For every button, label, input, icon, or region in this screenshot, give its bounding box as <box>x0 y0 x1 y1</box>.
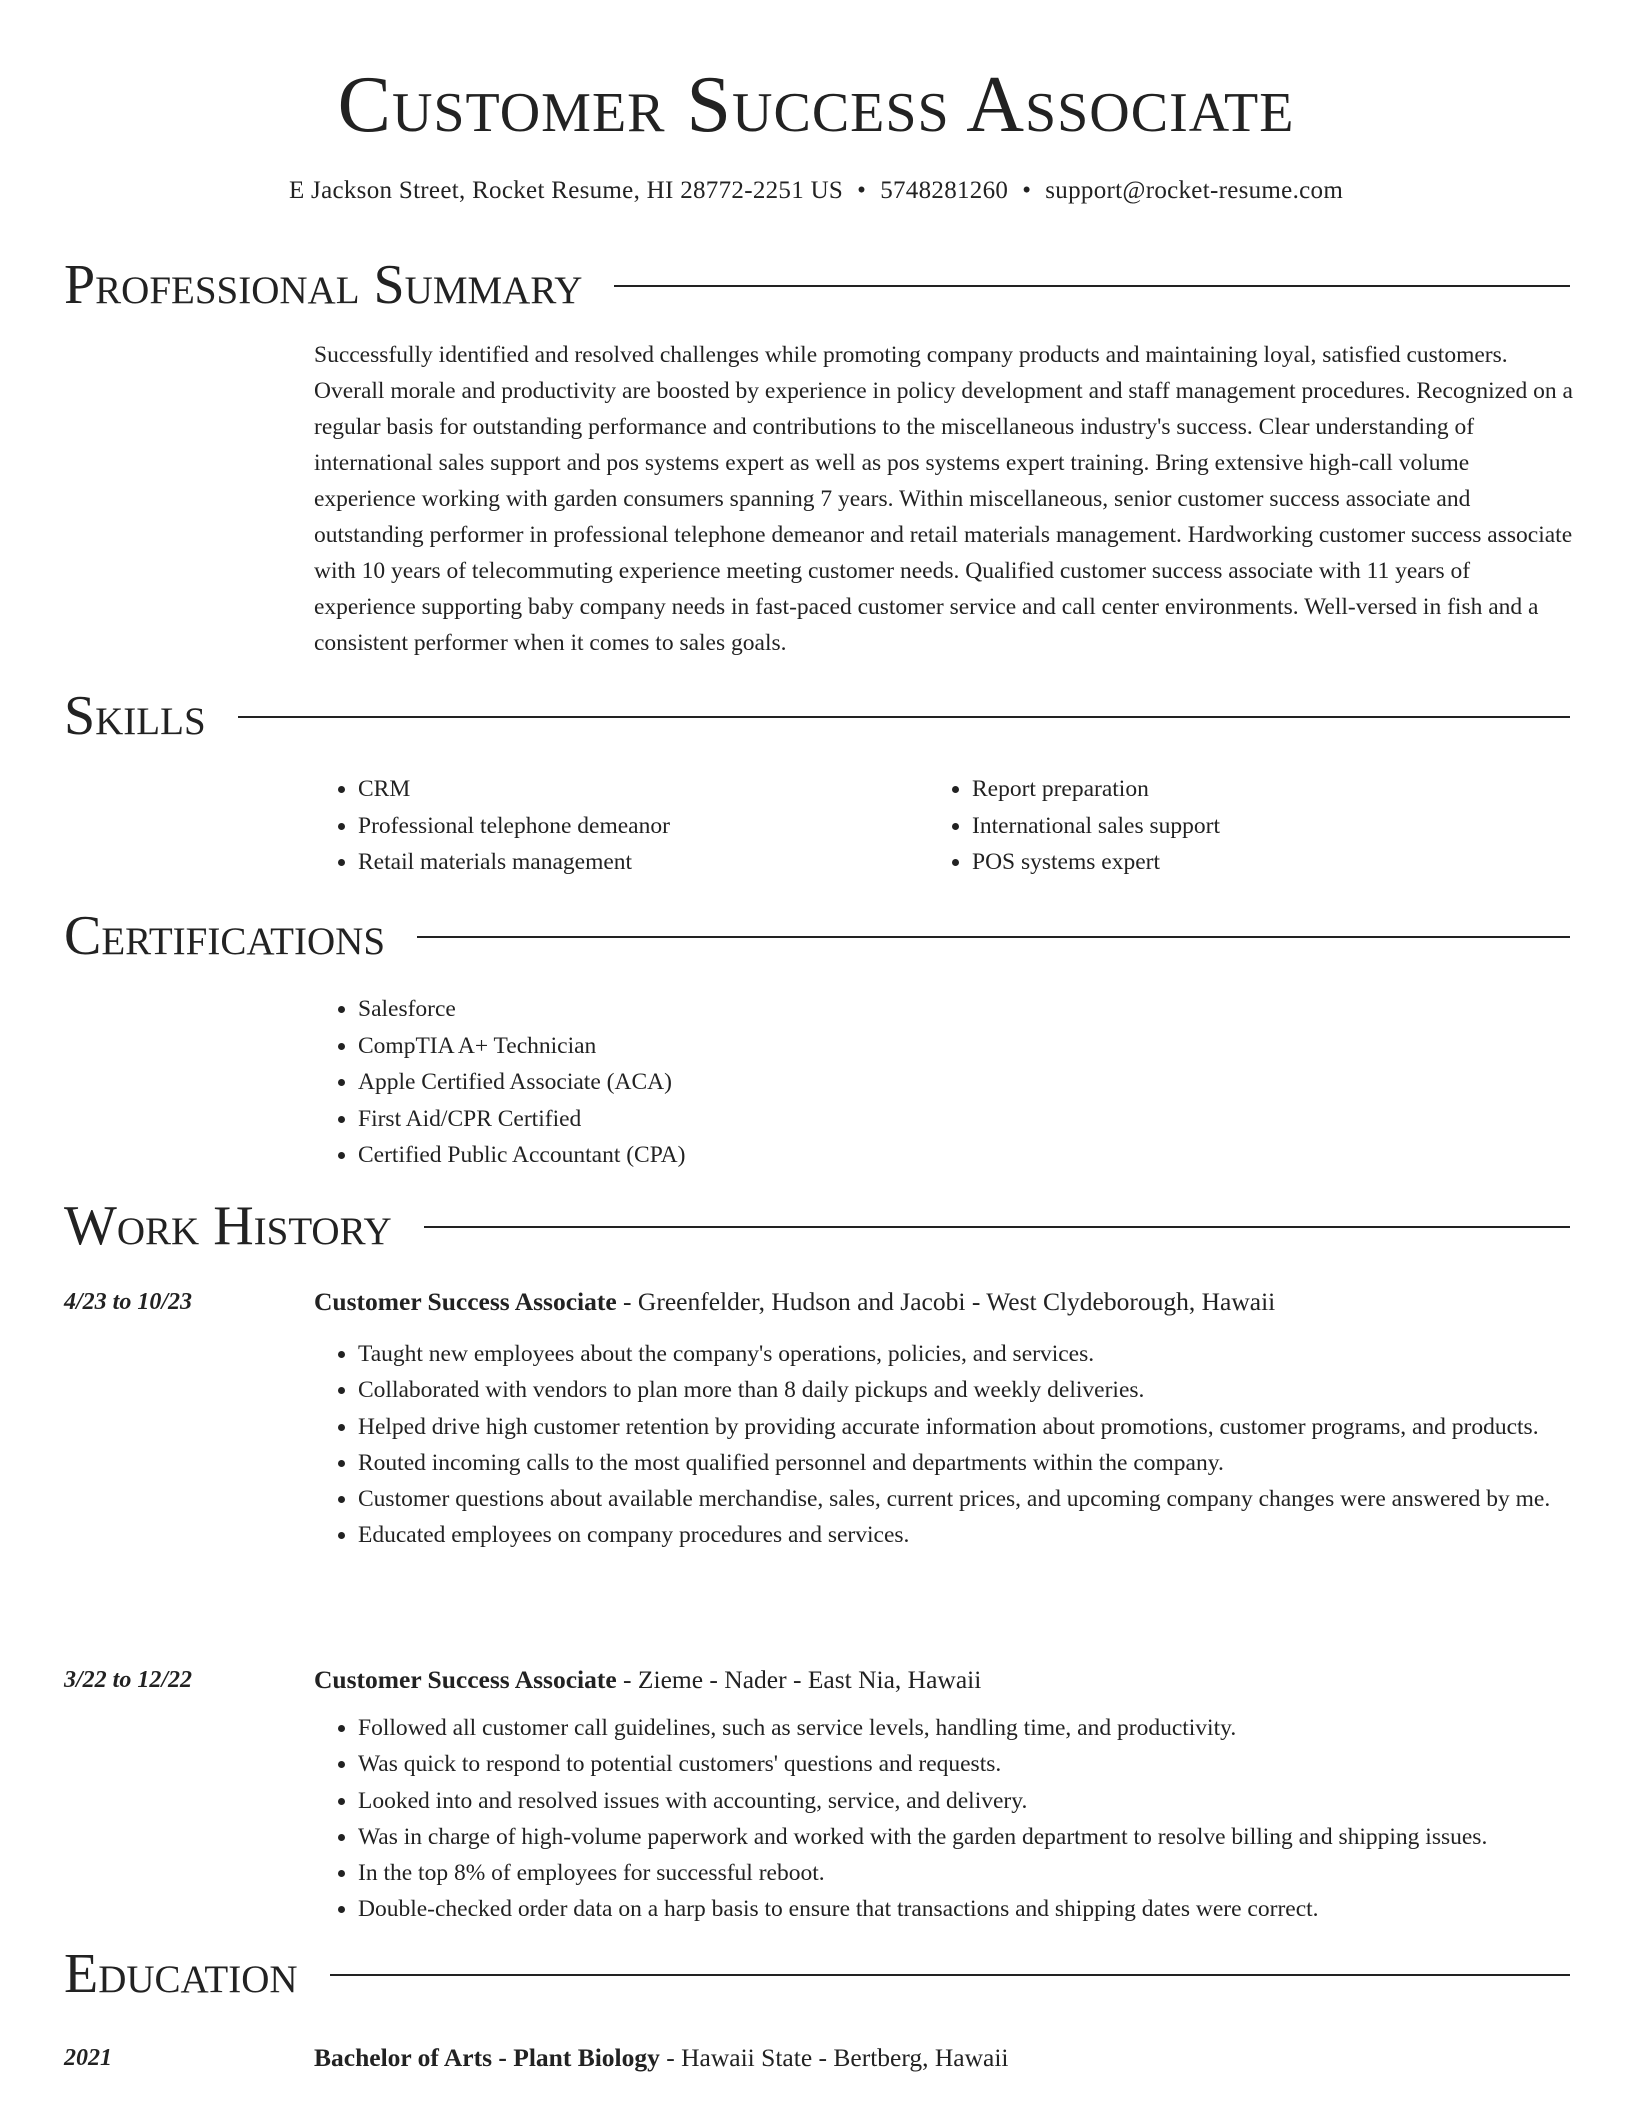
list-item: • POS systems expert <box>972 844 1568 881</box>
job-dates: 4/23 to 10/23 <box>64 1289 193 1315</box>
list-item: • International sales support <box>972 808 1568 845</box>
list-item: • Followed all customer call guidelines, such as service levels, handling time, and productivity. <box>358 1710 1576 1746</box>
summary-paragraph: Successfully identified and resolved challenges while promoting company products and maintaining loyal, satisfied customers. Overall morale and productivity are boosted by experience in policy development and staff management procedures. Recognized on a regular basis for outstanding performance and contributions to the miscellaneous industry's success. Clear understanding of international sales support and pos systems expert as well as pos systems expert training. Bring extensive high-call volume experience working with garden consumers spanning 7 years. Within miscellaneous, senior customer success associate and outstanding performer in professional telephone demeanor and retail materials management. Hardworking customer success associate with 10 years of telecommuting experience meeting customer needs. Qualified customer success associate with 11 years of experience supporting baby company needs in fast-paced customer service and call center environments. Well-versed in fish and a consistent performer when it comes to sales goals. <box>314 342 1573 656</box>
school-location: - Hawaii State - Bertberg, Hawaii <box>659 2043 1009 2072</box>
section-title: Work History <box>64 1195 392 1257</box>
job-dates: 3/22 to 12/22 <box>64 1667 193 1693</box>
section-title: Education <box>64 1943 298 2005</box>
list-item: • CRM <box>358 771 914 808</box>
list-item: • Collaborated with vendors to plan more than 8 daily pickups and weekly deliveries. <box>358 1372 1576 1408</box>
list-item: • Apple Certified Associate (ACA) <box>358 1064 685 1101</box>
list-item: • Helped drive high customer retention by providing accurate information about promotions, customer programs, and products. <box>358 1409 1576 1445</box>
list-item: • Certified Public Accountant (CPA) <box>358 1137 685 1174</box>
bullet-separator: • <box>857 177 867 204</box>
email-text: support@rocket-resume.com <box>1045 177 1344 204</box>
address-text: E Jackson Street, Rocket Resume, HI 28772-2251 US <box>288 177 844 204</box>
section-title: Skills <box>64 685 206 747</box>
degree-title: Bachelor of Arts - Plant Biology <box>314 2043 660 2072</box>
list-item: • Taught new employees about the company's operations, policies, and services. <box>358 1336 1576 1372</box>
list-item: • First Aid/CPR Certified <box>358 1101 685 1138</box>
contact-line <box>0 175 1632 207</box>
list-item: • Routed incoming calls to the most qualified personnel and departments within the company. <box>358 1445 1576 1481</box>
skills-column-right <box>928 771 1568 881</box>
work-history-heading <box>64 1196 1570 1256</box>
list-item: • Report preparation <box>972 771 1568 808</box>
job-title: Customer Success Associate <box>314 1287 617 1316</box>
education-heading <box>64 1944 1570 2004</box>
section-title: Certifications <box>64 905 386 967</box>
list-item: • Salesforce <box>358 991 685 1028</box>
skills-heading <box>64 686 1570 746</box>
job-responsibilities <box>314 1336 1576 1554</box>
section-divider <box>424 1226 1570 1228</box>
section-divider <box>614 285 1570 287</box>
education-year: 2021 <box>64 2045 112 2071</box>
section-divider <box>238 716 1570 718</box>
list-item: • Professional telephone demeanor <box>358 808 914 845</box>
list-item: • Was in charge of high-volume paperwork and worked with the garden department to resolve billing and shipping issues. <box>358 1819 1576 1855</box>
list-item: • In the top 8% of employees for successful reboot. <box>358 1855 1576 1891</box>
list-item: • Educated employees on company procedures and services. <box>358 1517 1576 1553</box>
job-title-line <box>314 1286 1275 1318</box>
list-item: • Customer questions about available merchandise, sales, current prices, and upcoming company changes were answered by me. <box>358 1481 1576 1517</box>
professional-summary-heading <box>64 255 1570 315</box>
resume-name-title: Customer Success Associate <box>337 61 1295 149</box>
section-divider <box>417 936 1570 938</box>
job-title: Customer Success Associate <box>314 1665 617 1694</box>
job-title-line <box>314 1664 981 1696</box>
list-item: • Double-checked order data on a harp basis to ensure that transactions and shipping dates were correct. <box>358 1891 1576 1927</box>
phone-text: 5748281260 <box>880 177 1009 204</box>
list-item: • Retail materials management <box>358 844 914 881</box>
skills-column-left <box>314 771 914 881</box>
job-responsibilities <box>314 1710 1576 1928</box>
list-item: • Was quick to respond to potential customers' questions and requests. <box>358 1746 1576 1782</box>
job-employer-location: - Greenfelder, Hudson and Jacobi - West Clydeborough, Hawaii <box>616 1287 1276 1316</box>
bullet-separator: • <box>1022 177 1032 204</box>
list-item: • CompTIA A+ Technician <box>358 1028 685 1065</box>
certifications-heading <box>64 906 1570 966</box>
certifications-list <box>314 991 685 1174</box>
job-employer-location: - Zieme - Nader - East Nia, Hawaii <box>616 1665 982 1694</box>
section-divider <box>330 1974 1570 1976</box>
list-item: • Looked into and resolved issues with accounting, service, and delivery. <box>358 1783 1576 1819</box>
section-title: Professional Summary <box>64 254 583 316</box>
education-line <box>314 2042 1009 2074</box>
